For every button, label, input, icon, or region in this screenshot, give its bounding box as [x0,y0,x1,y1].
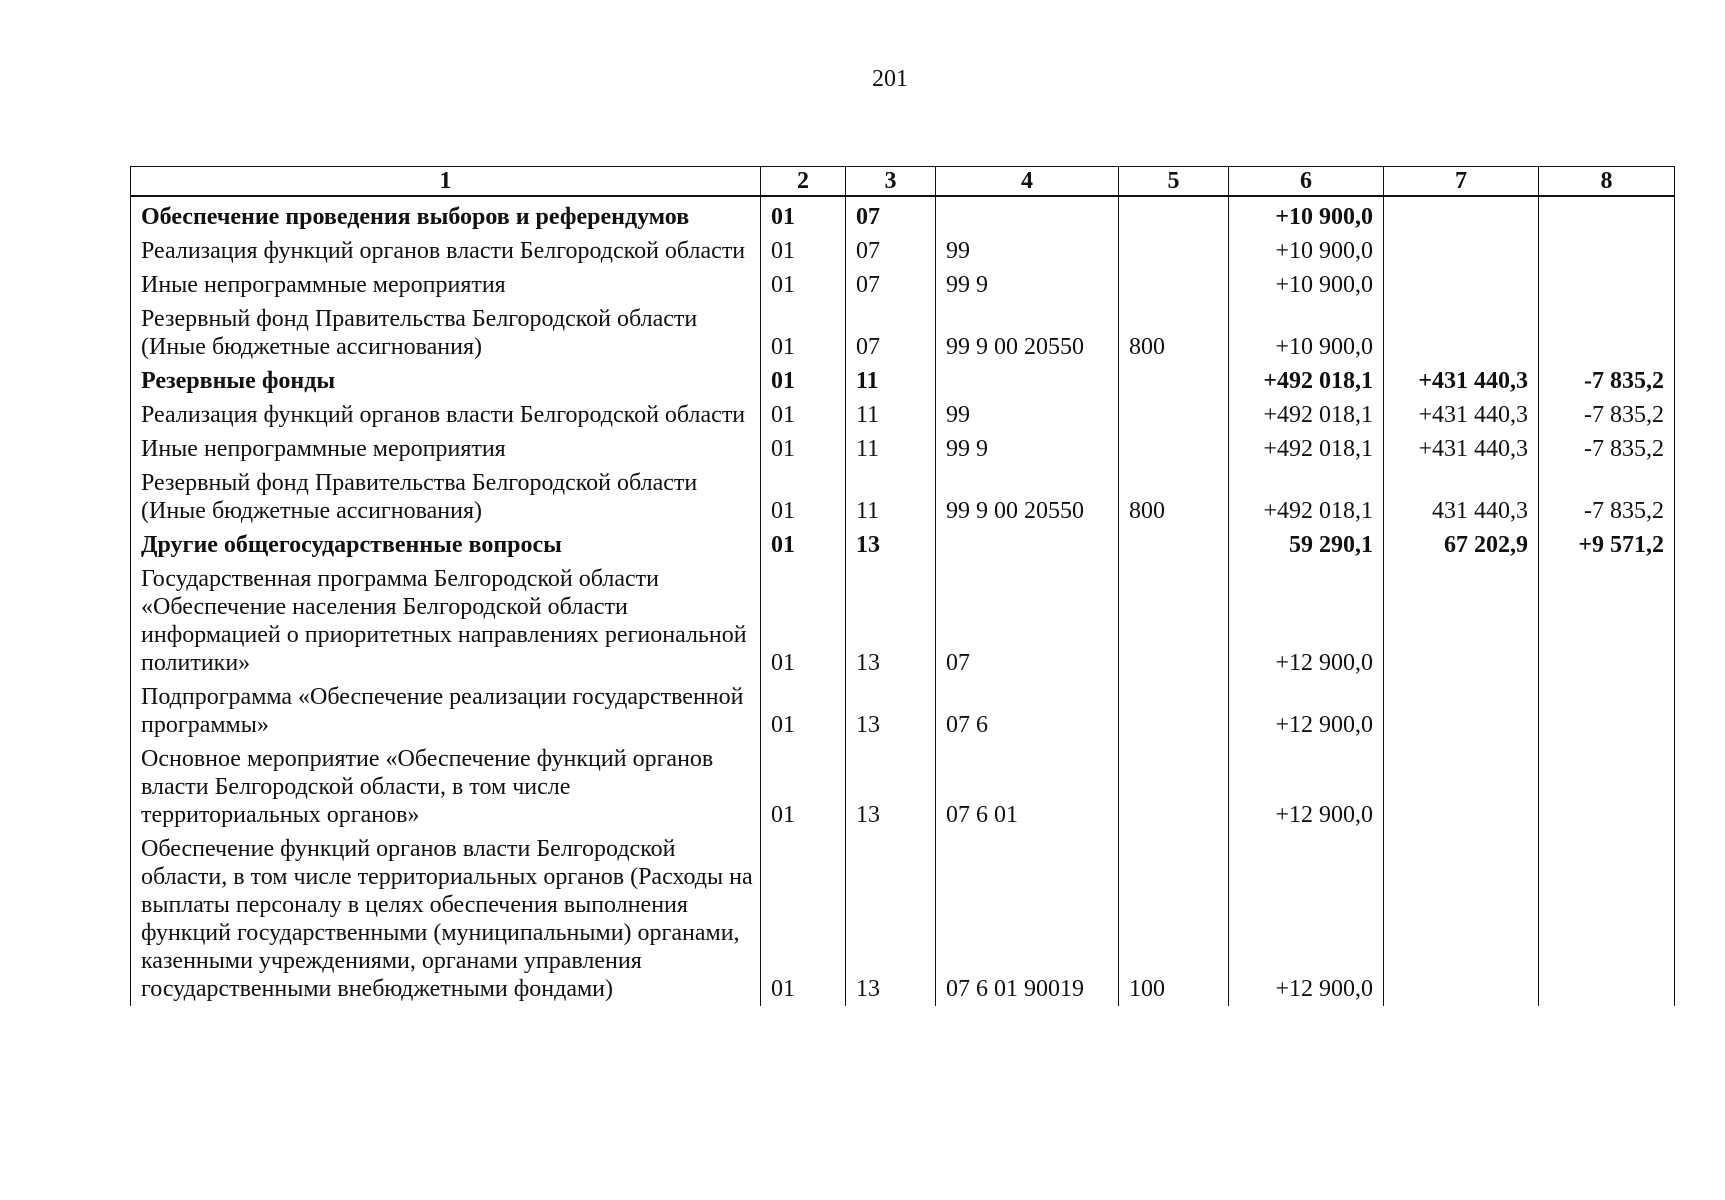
table-row [131,268,1675,302]
row-amount-col7 [1384,234,1539,268]
row-name: Реализация функций органов власти Белгородской области [131,234,761,268]
table-row [131,562,1675,680]
row-name: Подпрограмма «Обеспечение реализации государственной программы» [131,680,761,742]
row-amount-col6: +12 900,0 [1229,680,1384,742]
row-expense-type: 100 [1119,832,1229,1006]
row-target-article [936,196,1119,234]
row-subsection: 11 [846,364,936,398]
row-target-article [936,528,1119,562]
row-expense-type [1119,528,1229,562]
row-expense-type [1119,432,1229,466]
table-row [131,364,1675,398]
row-section: 01 [761,466,846,528]
header-col-5: 5 [1119,167,1229,197]
row-amount-col7 [1384,268,1539,302]
row-expense-type [1119,364,1229,398]
row-amount-col6: +492 018,1 [1229,364,1384,398]
row-amount-col6: +10 900,0 [1229,196,1384,234]
row-amount-col6: +12 900,0 [1229,562,1384,680]
row-amount-col8 [1539,268,1675,302]
row-amount-col7: 67 202,9 [1384,528,1539,562]
table-row [131,528,1675,562]
row-amount-col8: -7 835,2 [1539,432,1675,466]
table-row [131,742,1675,832]
row-amount-col8 [1539,196,1675,234]
row-amount-col6: +492 018,1 [1229,466,1384,528]
row-subsection: 11 [846,432,936,466]
row-amount-col8 [1539,562,1675,680]
table-row [131,680,1675,742]
header-col-7: 7 [1384,167,1539,197]
table-row [131,196,1675,234]
row-expense-type [1119,268,1229,302]
row-target-article: 99 9 [936,432,1119,466]
row-amount-col8: -7 835,2 [1539,364,1675,398]
table-body [131,196,1675,1006]
row-amount-col8 [1539,302,1675,364]
row-expense-type [1119,234,1229,268]
row-expense-type: 800 [1119,466,1229,528]
row-amount-col6: +12 900,0 [1229,742,1384,832]
row-subsection: 13 [846,742,936,832]
row-amount-col8: -7 835,2 [1539,466,1675,528]
row-amount-col7 [1384,302,1539,364]
row-amount-col7: +431 440,3 [1384,398,1539,432]
row-amount-col6: 59 290,1 [1229,528,1384,562]
header-col-2: 2 [761,167,846,197]
row-subsection: 07 [846,196,936,234]
table-row [131,234,1675,268]
row-section: 01 [761,680,846,742]
row-section: 01 [761,742,846,832]
header-col-8: 8 [1539,167,1675,197]
row-subsection: 07 [846,234,936,268]
table-row [131,398,1675,432]
row-amount-col7: +431 440,3 [1384,432,1539,466]
row-section: 01 [761,832,846,1006]
row-amount-col6: +10 900,0 [1229,268,1384,302]
row-amount-col8: -7 835,2 [1539,398,1675,432]
row-amount-col6: +492 018,1 [1229,432,1384,466]
row-subsection: 07 [846,268,936,302]
row-target-article: 07 6 01 90019 [936,832,1119,1006]
row-expense-type [1119,398,1229,432]
row-section: 01 [761,398,846,432]
row-amount-col7: +431 440,3 [1384,364,1539,398]
row-target-article: 99 9 00 20550 [936,466,1119,528]
row-amount-col8: +9 571,2 [1539,528,1675,562]
header-col-6: 6 [1229,167,1384,197]
row-amount-col7 [1384,832,1539,1006]
row-subsection: 11 [846,398,936,432]
row-target-article: 99 [936,234,1119,268]
row-name: Иные непрограммные мероприятия [131,432,761,466]
row-subsection: 13 [846,832,936,1006]
header-row [131,167,1675,197]
row-amount-col8 [1539,832,1675,1006]
row-amount-col6: +10 900,0 [1229,234,1384,268]
row-name: Обеспечение функций органов власти Белгородской области, в том числе территориальных органов (Расходы на выплаты персоналу в целях обеспечения выполнения функций государственными (муниципальными) органами, казенными учреждениями, органами управления государственными внебюджетными фондами) [131,832,761,1006]
row-amount-col8 [1539,742,1675,832]
row-target-article: 99 [936,398,1119,432]
row-section: 01 [761,364,846,398]
row-section: 01 [761,268,846,302]
table-row [131,432,1675,466]
table-row [131,832,1675,1006]
row-name: Государственная программа Белгородской области «Обеспечение населения Белгородской области информацией о приоритетных направлениях региональной политики» [131,562,761,680]
row-expense-type [1119,680,1229,742]
row-expense-type: 800 [1119,302,1229,364]
table-row [131,466,1675,528]
header-col-1: 1 [131,167,761,197]
row-target-article: 07 6 01 [936,742,1119,832]
budget-table-container [130,166,1674,1006]
row-section: 01 [761,562,846,680]
row-name: Реализация функций органов власти Белгородской области [131,398,761,432]
budget-table [130,166,1675,1006]
row-name: Основное мероприятие «Обеспечение функций органов власти Белгородской области, в том числе территориальных органов» [131,742,761,832]
row-section: 01 [761,432,846,466]
row-subsection: 13 [846,528,936,562]
row-amount-col7: 431 440,3 [1384,466,1539,528]
row-subsection: 13 [846,680,936,742]
row-target-article: 99 9 [936,268,1119,302]
row-section: 01 [761,302,846,364]
row-expense-type [1119,196,1229,234]
page-number: 201 [872,66,908,92]
row-amount-col6: +492 018,1 [1229,398,1384,432]
row-target-article: 07 6 [936,680,1119,742]
table-row [131,302,1675,364]
row-subsection: 13 [846,562,936,680]
row-name: Иные непрограммные мероприятия [131,268,761,302]
row-subsection: 07 [846,302,936,364]
row-name: Другие общегосударственные вопросы [131,528,761,562]
row-amount-col7 [1384,742,1539,832]
row-amount-col7 [1384,196,1539,234]
row-amount-col6: +12 900,0 [1229,832,1384,1006]
row-section: 01 [761,528,846,562]
row-amount-col8 [1539,680,1675,742]
row-amount-col8 [1539,234,1675,268]
row-name: Обеспечение проведения выборов и референдумов [131,196,761,234]
row-amount-col7 [1384,562,1539,680]
row-amount-col7 [1384,680,1539,742]
row-target-article: 99 9 00 20550 [936,302,1119,364]
header-col-4: 4 [936,167,1119,197]
row-subsection: 11 [846,466,936,528]
row-name: Резервный фонд Правительства Белгородской области (Иные бюджетные ассигнования) [131,466,761,528]
row-target-article: 07 [936,562,1119,680]
row-section: 01 [761,196,846,234]
row-expense-type [1119,562,1229,680]
row-name: Резервный фонд Правительства Белгородской области (Иные бюджетные ассигнования) [131,302,761,364]
row-name: Резервные фонды [131,364,761,398]
row-section: 01 [761,234,846,268]
header-col-3: 3 [846,167,936,197]
row-expense-type [1119,742,1229,832]
row-amount-col6: +10 900,0 [1229,302,1384,364]
row-target-article [936,364,1119,398]
